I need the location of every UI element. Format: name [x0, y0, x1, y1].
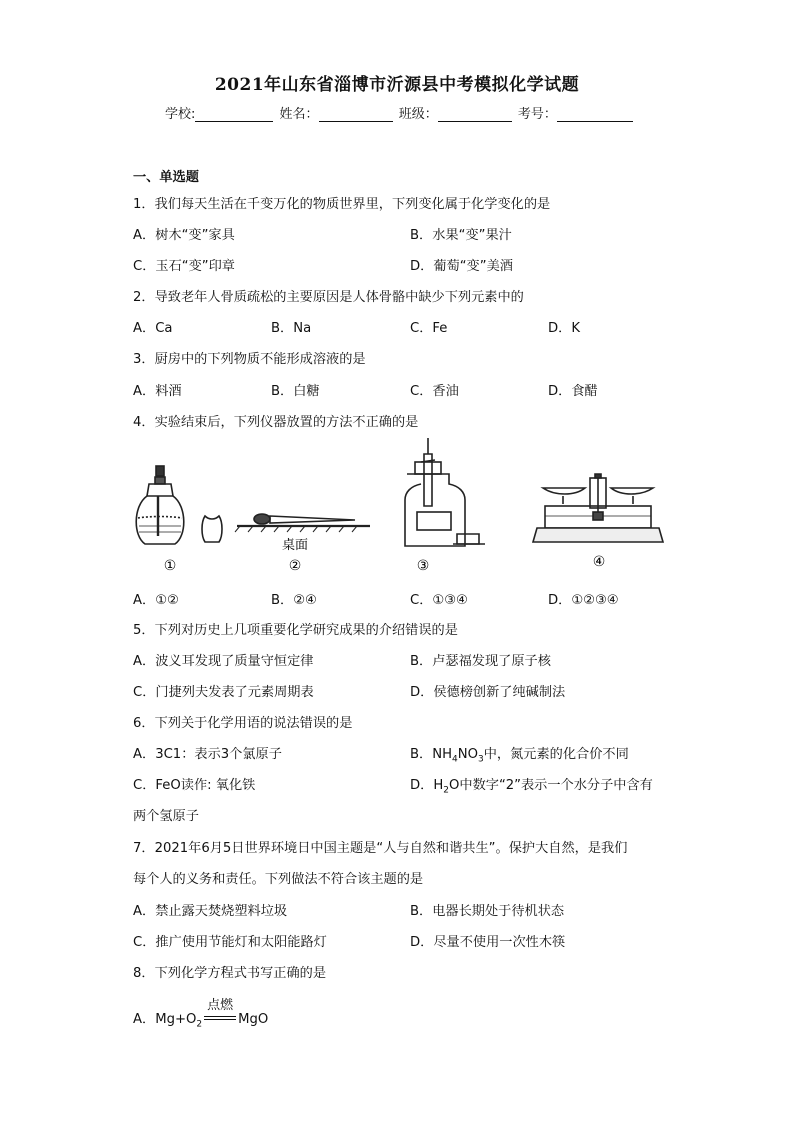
question-7-stem-line1: 7．2021年6月5日世界环境日中国主题是“人与自然和谐共生”。保护大自然，是我们	[133, 841, 628, 856]
q2-option-d[interactable]: D．K	[548, 321, 580, 336]
q7-option-c[interactable]: C．推广使用节能灯和太阳能路灯	[133, 935, 327, 950]
q8-a-rhs: MgO	[238, 1012, 269, 1027]
q1-option-b[interactable]: B．水果“变”果汁	[410, 228, 512, 243]
q5-option-c[interactable]: C．门捷列夫发表了元素周期表	[133, 685, 314, 700]
alcohol-lamp-figure	[136, 466, 222, 544]
q8-option-a[interactable]: A．$Mg+O_2$ 点燃 MgO	[133, 1008, 268, 1030]
q3-option-c[interactable]: C．香油	[410, 384, 459, 399]
q2-option-a[interactable]: A．Ca	[133, 321, 173, 336]
q6-option-a[interactable]: A．3C1：表示3个氯原子	[133, 747, 282, 762]
name-blank[interactable]	[319, 107, 393, 122]
q4-option-b[interactable]: B．②④	[271, 593, 317, 608]
question-7-stem-line2: 每个人的义务和责任。下列做法不符合该主题的是	[133, 872, 424, 887]
q3-option-a[interactable]: A．料酒	[133, 384, 182, 399]
q1-option-a[interactable]: A．树木“变”家具	[133, 228, 235, 243]
q2-option-b[interactable]: B．Na	[271, 321, 312, 336]
question-5-stem: 5．下列对历史上几项重要化学研究成果的介绍错误的是	[133, 623, 458, 638]
dropper-on-desk-figure	[235, 514, 370, 532]
q6-option-d-continued: 两个氢原子	[133, 809, 199, 824]
balance-figure	[533, 474, 663, 542]
q8-a-condition: 点燃	[207, 998, 234, 1013]
q4-option-c[interactable]: C．①③④	[410, 593, 468, 608]
q8-a-lhs: Mg+O	[155, 1012, 197, 1027]
exam-no-label: 考号：	[517, 107, 557, 122]
q7-option-d[interactable]: D．尽量不使用一次性木筷	[410, 935, 566, 950]
page-title: 2021年山东省淄博市沂源县中考模拟化学试题	[214, 75, 580, 95]
fig-label-3: ③	[416, 558, 430, 574]
question-4-stem: 4．实验结束后，下列仪器放置的方法不正确的是	[133, 415, 419, 430]
question-1-stem: 1．我们每天生活在千变万化的物质世界里，下列变化属于化学变化的是	[133, 197, 551, 212]
q6-option-c[interactable]: C．FeO读作: 氧化铁	[133, 778, 256, 793]
q8-a-label: A．	[133, 1012, 156, 1027]
fig-label-4: ④	[592, 554, 606, 570]
section-heading: 一、单选题	[133, 170, 199, 185]
exam-no-blank[interactable]	[557, 107, 633, 122]
q3-option-d[interactable]: D．食醋	[548, 384, 598, 399]
reagent-bottle-figure	[405, 438, 485, 546]
q6-option-d[interactable]: D．$H_2O$中数字“2”表示一个水分子中含有	[410, 778, 653, 796]
q5-option-a[interactable]: A．波义耳发现了质量守恒定律	[133, 654, 314, 669]
q6-option-b[interactable]: B．$NH_4NO_3$中，氮元素的化合价不同	[410, 747, 629, 765]
q4-option-d[interactable]: D．①②③④	[548, 593, 619, 608]
fig-label-1: ①	[163, 558, 177, 574]
question-8-stem: 8．下列化学方程式书写正确的是	[133, 966, 327, 981]
q1-option-c[interactable]: C．玉石“变”印章	[133, 259, 235, 274]
q4-figure	[125, 436, 670, 576]
q5-option-b[interactable]: B．卢瑟福发现了原子核	[410, 654, 551, 669]
name-label: 姓名：	[279, 107, 319, 122]
q7-option-b[interactable]: B．电器长期处于待机状态	[410, 904, 565, 919]
fig-label-2: ②	[288, 558, 302, 574]
q8-a-condition-arrow	[202, 998, 238, 1026]
q5-option-d[interactable]: D．侯德榜创新了纯碱制法	[410, 685, 566, 700]
q4-option-a[interactable]: A．①②	[133, 593, 179, 608]
school-label: 学校:	[165, 107, 196, 122]
question-3-stem: 3．厨房中的下列物质不能形成溶液的是	[133, 352, 366, 367]
class-label: 班级：	[398, 107, 438, 122]
desk-label: 桌面	[281, 538, 309, 553]
school-blank[interactable]	[195, 107, 273, 122]
question-6-stem: 6．下列关于化学用语的说法错误的是	[133, 716, 353, 731]
class-blank[interactable]	[438, 107, 512, 122]
q2-option-c[interactable]: C．Fe	[410, 321, 448, 336]
question-2-stem: 2．导致老年人骨质疏松的主要原因是人体骨骼中缺少下列元素中的	[133, 290, 524, 305]
q1-option-d[interactable]: D．葡萄“变”美酒	[410, 259, 513, 274]
q3-option-b[interactable]: B．白糖	[271, 384, 320, 399]
student-info-line	[165, 103, 635, 122]
q7-option-a[interactable]: A．禁止露天焚烧塑料垃圾	[133, 904, 288, 919]
